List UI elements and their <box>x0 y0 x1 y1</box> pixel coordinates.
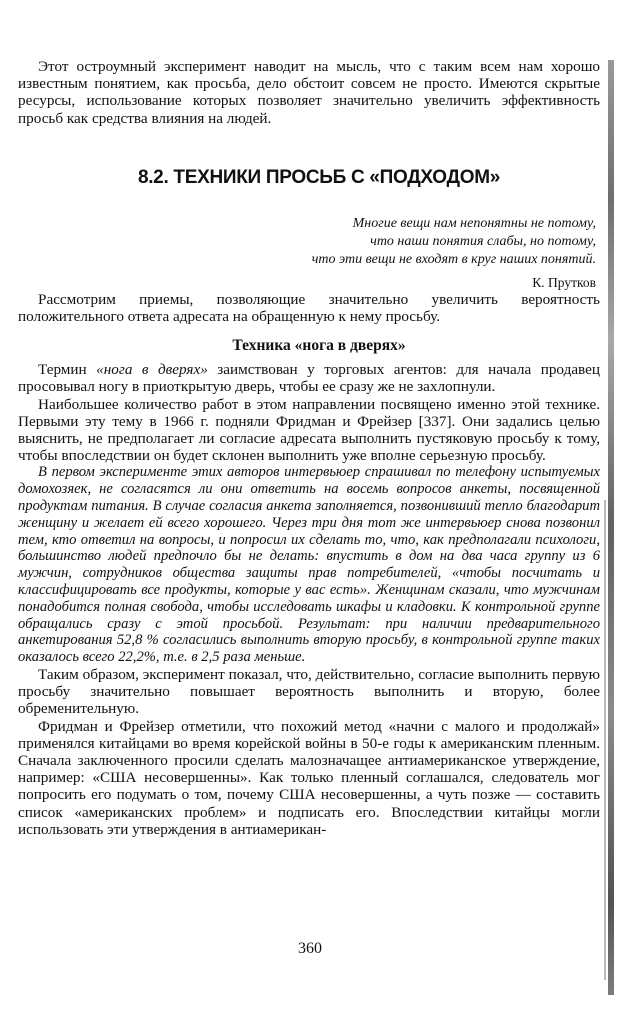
epigraph-line: Многие вещи нам непонятны не потому, <box>352 215 596 231</box>
epigraph <box>18 215 600 269</box>
epigraph-line: что наши понятия слабы, но потому, <box>370 233 596 249</box>
page-content <box>18 58 600 838</box>
p1-after: заимствован у торговых агентов: для начала продавец просовывал ногу в приоткрытую дверь, чтобы ее сразу же не захлопнули. <box>18 361 601 396</box>
subsection-title: Техника «нога в дверях» <box>232 337 406 355</box>
body-paragraph-2: Наибольшее количество работ в этом направлении посвящено именно этой технике. Первыми эту тему в 1966 г. подняли Фридман и Фрейзер [337]. Они задались целью выяснить, не предполагает ли согласие адресата выполнить пустяковую просьбу к тому, чтобы впоследствии он будет склонен выполнить уже вполне серьезную просьбу. <box>18 395 600 465</box>
section-title: 8.2. ТЕХНИКИ ПРОСЬБ С «ПОДХОДОМ» <box>137 166 501 188</box>
epigraph-author: К. Прутков <box>532 274 596 290</box>
page-number: 360 <box>298 940 322 957</box>
opening-paragraph: Этот остроумный эксперимент наводит на мысль, что с таким всем нам хорошо известным понятием, как просьба, дело обстоит совсем не просто. Имеются скрытые ресурсы, использование которых позволяет значительно увеличить эффективность просьб как средства влияния на людей. <box>18 58 600 127</box>
body-paragraph-5: Фридман и Фрейзер отметили, что похожий метод «начни с малого и продолжай» применялся китайцами во время корейской войны в 50-е годы к американским пленным. Сначала заключенного просили сделать малозначащее антиамериканское утверждение, например: «США несовершенны». Как только пленный соглашался, следователь мог попросить его подумать о том, почему США несовершенны, а чуть позже — составить список «американских проблем» и подписать его. Впоследствии китайцы могли использовать эти утверждения в антиамерикан- <box>18 717 600 838</box>
intro-paragraph: Рассмотрим приемы, позволяющие значительно увеличить вероятность положительного ответа адресата на обращенную к нему просьбу. <box>18 290 600 326</box>
body-paragraph-4: Таким образом, эксперимент показал, что, действительно, согласие выполнить первую просьбу значительно повышает вероятность выполнить и вторую, более обременительную. <box>18 666 600 718</box>
epigraph-line: что эти вещи не входят в круг наших понятий. <box>311 251 596 267</box>
p1-before: Термин <box>38 361 97 379</box>
body-paragraph-1 <box>18 361 600 395</box>
experiment-description: В первом эксперименте этих авторов интервьюер спрашивал по телефону испытуемых домохозяек, не согласятся ли они ответить на восемь вопросов анкеты, посвященной продуктам питания. В случае согласия анкета заполняется, позвонивший тепло благодарит женщину и желает ей всего хорошего. Через три дня тот же интервьюер снова позвонил тем, кто ответил на вопросы, и попросил их сделать то, что, как предполагали психологи, большинство людей предпочло бы не делать: впустить в дом на два часа группу из 6 мужчин, сотрудников общества защиты прав потребителей, «чтобы посчитать и классифицировать все продукты, которые у вас есть». Женщинам сказали, что мужчинам понадобится полная свобода, чтобы исследовать шкафы и кладовки. К контрольной группе обращались сразу с этой просьбой. Результат: при наличии предварительного анкетирования 52,8 % согласились выполнить вторую просьбу, в контрольной группе таких оказалось всего 22,2%, т.е. в 2,5 раза меньше. <box>18 464 600 666</box>
page-edge-line <box>604 500 606 980</box>
term-highlight: «нога в дверях» <box>96 361 208 379</box>
page-edge-shadow <box>608 60 614 995</box>
